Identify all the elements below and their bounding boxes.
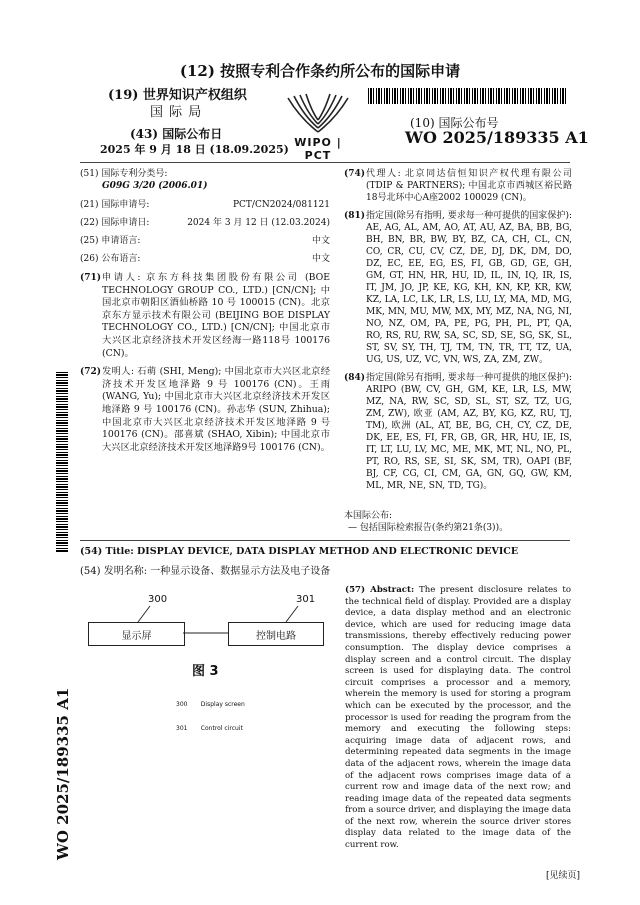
ref-label-300: 300 xyxy=(148,594,168,605)
filing-date-label: (22) 国际申请日: xyxy=(80,218,150,228)
side-pub-number: WO 2025/189335 A1 xyxy=(54,687,72,860)
agent-field-no: (74) xyxy=(344,169,366,179)
designated-states-field-no: (81) xyxy=(344,211,366,221)
pub-no-label: (10) 国际公布号 xyxy=(410,116,499,130)
figure-legend xyxy=(176,685,245,749)
top-barcode xyxy=(368,88,568,104)
regional-states-field-no: (84) xyxy=(344,373,366,383)
filing-date-value: 2024 年 3 月 12 日 (12.03.2024) xyxy=(187,218,330,228)
ipc-label: (51) 国际专利分类号: xyxy=(80,169,168,179)
header-divider xyxy=(80,162,570,163)
title-divider xyxy=(80,540,570,541)
app-number-value: PCT/CN2024/081121 xyxy=(232,200,330,210)
continued-note: [见续页] xyxy=(546,871,581,881)
bib-left-column xyxy=(80,168,330,454)
wipo-logo xyxy=(282,92,354,162)
applicant-field-no: (71) xyxy=(80,273,102,283)
regional-states-text: 指定国(除另有指明, 要求每一种可提供的地区保护): ARIPO (BW, CV, GH, GM, KE, LR, LS, MW, MZ, NA, RW, SC, SD, SL, ST, SZ, TZ, UG, ZM, ZW), 欧亚 (AM, AZ, BY, KG, KZ, RU, TJ, TM), 欧洲 (AL, AT, BE, BG, CH, CY, CZ, DE, DK, EE, ES, FI, FR, GB, GR, HR, HU, IE, IS, IT, LT, LU, LV, MC, ME, MK, MT, NL, NO, PL, PT, RO, RS, SE, SI, SK, SM, TR), OAPI (BF, BJ, CF, CG, CI, CM, GA, GN, GQ, GW, KM, ML, MR, NE, SN, TD, TG)。 xyxy=(366,373,572,491)
agent-text: 代理人: 北京同达信恒知识产权代理有限公司 (TDIP & PARTNERS); 中国北京市西城区裕民路18号北环中心A座2002 100029 (CN)。 xyxy=(366,169,572,203)
designated-states-text: 指定国(除另有指明, 要求每一种可提供的国家保护): AE, AG, AL, AM, AO, AT, AU, AZ, BA, BB, BG, BH, BN, BR, BW, BY, BZ, CA, CH, CL, CN, CO, CR, CU, CV, CZ, DE, DJ, DK, DM, DO, DZ, EC, EE, EG, ES, FI, GB, GD, GE, GH, GM, GT, HN, HR, HU, ID, IL, IN, IQ, IR, IS, IT, JM, JO, JP, KE, KG, KH, KN, KP, KR, KW, KZ, LA, LC, LK, LR, LS, LU, LY, MA, MD, MG, MK, MN, MU, MW, MX, MY, MZ, NA, NG, NI, NO, NZ, OM, PA, PE, PG, PH, PL, PT, QA, RO, RS, RU, RW, SA, SC, SD, SE, SG, SK, SL, ST, SV, SY, TH, TJ, TM, TN, TR, TT, TZ, UA, UG, US, UZ, VC, VN, WS, ZA, ZM, ZW。 xyxy=(366,211,572,365)
org-name: (19) 世界知识产权组织 xyxy=(108,88,247,103)
wipo-pct-text: WIPO | PCT xyxy=(294,136,342,162)
title-chinese: (54) 发明名称: 一种显示设备、数据显示方法及电子设备 xyxy=(80,566,331,577)
pub-language-value: 中文 xyxy=(311,254,330,264)
abstract-text: The present disclosure relates to the technical field of display. Provided are a display device, a data display method and an electronic device, which are used for reducing image data transmissions, thereby effectively reducing power consumption. The display device comprises a display screen and a control circuit. The display screen is used for displaying data. The control circuit comprises a processor and a memory, wherein the memory is used for storing a program which can be executed by the processor, and the processor is used for reading the program from the memory and executing the following steps: acquiring image data of adjacent rows, and determining repeated data segments in the image data of the adjacent rows, wherein the image data of the adjacent rows comprises image data of a current row and image data of the next row; and reading image data of the repeated data segments from a source driver, and displaying the image data of the next row, wherein the source driver stores display data related to the image data of the current row. xyxy=(345,585,571,851)
figure-3 xyxy=(88,588,340,732)
wipo-emblem-icon xyxy=(282,92,354,138)
published-label: 本国际公布: xyxy=(344,511,393,521)
legend-item-300: 300 Display screen xyxy=(176,701,245,708)
filing-language-value: 中文 xyxy=(311,236,330,246)
display-screen-box: 显示屏 xyxy=(88,622,185,646)
pub-number: WO 2025/189335 A1 xyxy=(405,128,589,147)
legend-item-301: 301 Control circuit xyxy=(176,725,243,732)
control-circuit-box: 控制电路 xyxy=(228,622,324,646)
abstract xyxy=(345,585,571,852)
figure-caption: 图 3 xyxy=(192,664,219,679)
org-bureau: 国 际 局 xyxy=(150,105,203,120)
ref-label-301: 301 xyxy=(296,594,316,605)
document-title: (12) 按照专利合作条约所公布的国际申请 xyxy=(179,62,461,80)
app-number-label: (21) 国际申请号: xyxy=(80,200,150,210)
pub-date-label: (43) 国际公布日 xyxy=(130,127,223,141)
pub-date: 2025 年 9 月 18 日 (18.09.2025) xyxy=(100,143,289,156)
pub-language-label: (26) 公布语言: xyxy=(80,254,141,264)
inventor-field-no: (72) xyxy=(80,367,102,378)
bib-right-column xyxy=(344,168,572,534)
published-item: — 包括国际检索报告(条约第21条(3))。 xyxy=(348,523,509,533)
applicants-text: 申请人: 京东方科技集团股份有限公司 (BOE TECHNOLOGY GROUP CO., LTD.) [CN/CN]; 中国北京市朝阳区酒仙桥路 10 号 100015 (CN)。北京京东方显示技术有限公司 (BEIJING BOE DISPLAY TECHNOLOGY CO., LTD.) [CN/CN]; 中国北京市大兴区北京经济技术开发区经海一路118号 100176 (CN)。 xyxy=(102,272,330,359)
title-english: (54) Title: DISPLAY DEVICE, DATA DISPLAY METHOD AND ELECTRONIC DEVICE xyxy=(80,546,519,557)
abstract-label: (57) Abstract: xyxy=(345,585,415,595)
side-barcode xyxy=(56,372,68,552)
inventors-text: 发明人: 石萌 (SHI, Meng); 中国北京市大兴区北京经济技术开发区地泽路 9 号 100176 (CN)。王雨 (WANG, Yu); 中国北京市大兴区北京经济技术开发区地泽路 9 号 100176 (CN)。孙志华 (SUN, Zhihua); 中国北京市大兴区北京经济技术开发区地泽路 9 号 100176 (CN)。邵喜斌 (SHAO, Xibin); 中国北京市大兴区北京经济技术开发区地泽路9号 100176 (CN)。 xyxy=(102,366,330,453)
ipc-value: G09G 3/20 (2006.01) xyxy=(102,181,208,191)
filing-language-label: (25) 申请语言: xyxy=(80,236,141,246)
